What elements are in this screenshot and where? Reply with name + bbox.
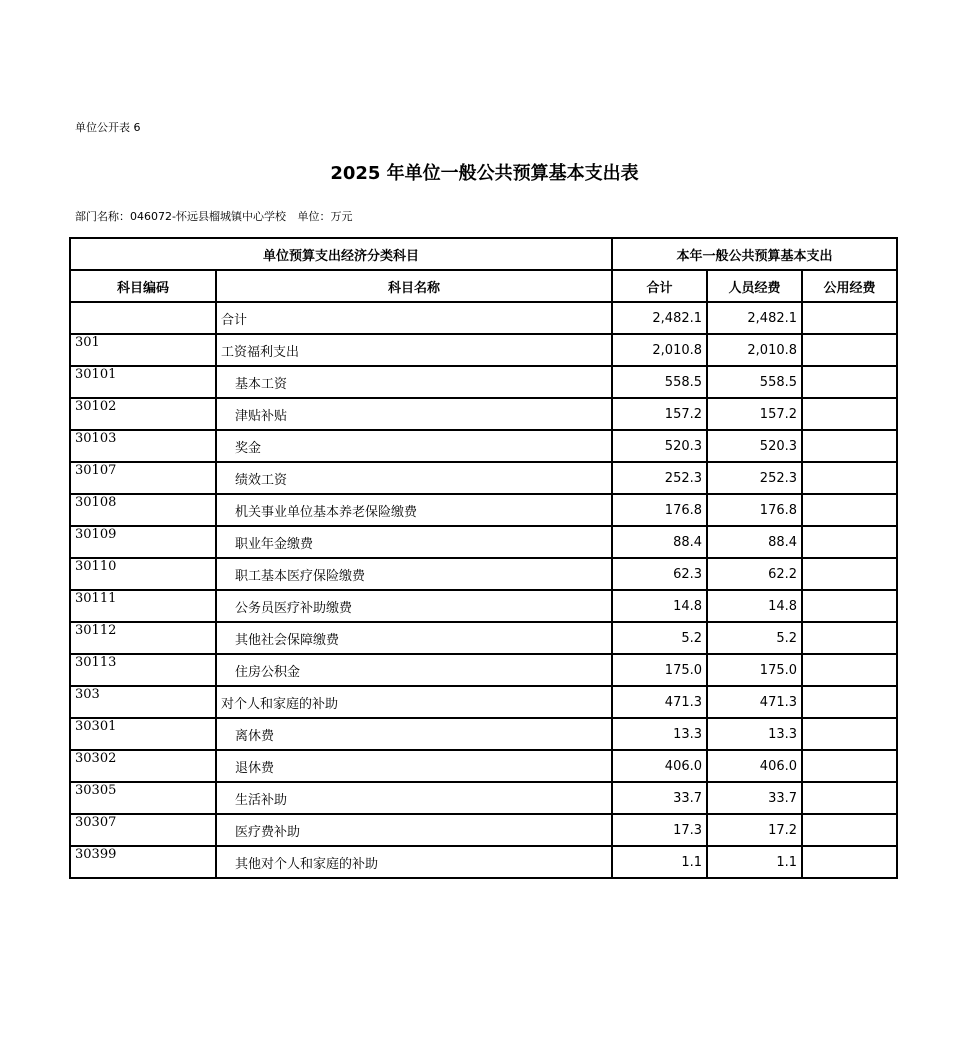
code-cell: 30112	[70, 622, 216, 654]
total-cell: 33.7	[612, 782, 707, 814]
code-cell: 30103	[70, 430, 216, 462]
personnel-cell: 33.7	[707, 782, 802, 814]
code-cell: 30101	[70, 366, 216, 398]
table-row	[70, 430, 897, 462]
total-cell: 471.3	[612, 686, 707, 718]
table-row	[70, 814, 897, 846]
personnel-cell: 62.2	[707, 558, 802, 590]
name-cell: 机关事业单位基本养老保险缴费	[216, 494, 612, 526]
code-cell: 30305	[70, 782, 216, 814]
name-cell: 其他社会保障缴费	[216, 622, 612, 654]
personnel-cell: 252.3	[707, 462, 802, 494]
name-cell: 住房公积金	[216, 654, 612, 686]
personnel-cell: 13.3	[707, 718, 802, 750]
total-cell: 157.2	[612, 398, 707, 430]
public-cell	[802, 590, 897, 622]
total-cell: 17.3	[612, 814, 707, 846]
table-row	[70, 590, 897, 622]
table-row	[70, 782, 897, 814]
total-cell: 176.8	[612, 494, 707, 526]
total-cell: 1.1	[612, 846, 707, 878]
public-cell	[802, 462, 897, 494]
name-cell: 其他对个人和家庭的补助	[216, 846, 612, 878]
total-column-header: 合计	[612, 270, 707, 302]
public-column-header: 公用经费	[802, 270, 897, 302]
total-cell: 175.0	[612, 654, 707, 686]
code-cell: 30111	[70, 590, 216, 622]
table-row	[70, 558, 897, 590]
total-cell: 13.3	[612, 718, 707, 750]
personnel-cell: 406.0	[707, 750, 802, 782]
name-cell: 离休费	[216, 718, 612, 750]
table-row	[70, 366, 897, 398]
public-cell	[802, 622, 897, 654]
personnel-cell: 14.8	[707, 590, 802, 622]
table-row	[70, 718, 897, 750]
public-cell	[802, 814, 897, 846]
code-cell: 30307	[70, 814, 216, 846]
total-cell: 62.3	[612, 558, 707, 590]
name-cell: 职业年金缴费	[216, 526, 612, 558]
table-row	[70, 302, 897, 334]
total-cell: 2,482.1	[612, 302, 707, 334]
name-column-header: 科目名称	[216, 270, 612, 302]
public-cell	[802, 366, 897, 398]
public-cell	[802, 654, 897, 686]
column-header-row	[70, 270, 897, 302]
table-row	[70, 654, 897, 686]
personnel-cell: 2,010.8	[707, 334, 802, 366]
name-cell: 基本工资	[216, 366, 612, 398]
public-cell	[802, 846, 897, 878]
code-cell: 30302	[70, 750, 216, 782]
name-cell: 医疗费补助	[216, 814, 612, 846]
personnel-cell: 176.8	[707, 494, 802, 526]
personnel-cell: 2,482.1	[707, 302, 802, 334]
table-row	[70, 334, 897, 366]
name-cell: 退休费	[216, 750, 612, 782]
code-cell: 30102	[70, 398, 216, 430]
code-cell: 30113	[70, 654, 216, 686]
personnel-cell: 471.3	[707, 686, 802, 718]
total-cell: 88.4	[612, 526, 707, 558]
personnel-cell: 175.0	[707, 654, 802, 686]
name-cell: 绩效工资	[216, 462, 612, 494]
table-row	[70, 494, 897, 526]
public-cell	[802, 398, 897, 430]
personnel-cell: 1.1	[707, 846, 802, 878]
code-cell: 301	[70, 334, 216, 366]
table-row	[70, 686, 897, 718]
total-cell: 406.0	[612, 750, 707, 782]
table-row	[70, 622, 897, 654]
total-cell: 2,010.8	[612, 334, 707, 366]
total-cell: 520.3	[612, 430, 707, 462]
classification-group-header: 单位预算支出经济分类科目	[70, 238, 612, 270]
name-cell: 对个人和家庭的补助	[216, 686, 612, 718]
public-cell	[802, 334, 897, 366]
public-cell	[802, 718, 897, 750]
name-cell: 工资福利支出	[216, 334, 612, 366]
public-cell	[802, 526, 897, 558]
unit-label: 单位：万元	[297, 210, 353, 223]
page-title: 2025 年单位一般公共预算基本支出表	[330, 163, 639, 184]
name-cell: 合计	[216, 302, 612, 334]
department-meta	[75, 209, 352, 225]
total-cell: 5.2	[612, 622, 707, 654]
table-row	[70, 462, 897, 494]
table-row	[70, 526, 897, 558]
name-cell: 公务员医疗补助缴费	[216, 590, 612, 622]
total-cell: 252.3	[612, 462, 707, 494]
name-cell: 生活补助	[216, 782, 612, 814]
table-row	[70, 750, 897, 782]
total-cell: 558.5	[612, 366, 707, 398]
public-cell	[802, 686, 897, 718]
code-cell: 303	[70, 686, 216, 718]
name-cell: 职工基本医疗保险缴费	[216, 558, 612, 590]
personnel-column-header: 人员经费	[707, 270, 802, 302]
budget-table	[69, 237, 898, 879]
code-cell: 30108	[70, 494, 216, 526]
public-cell	[802, 750, 897, 782]
code-cell: 30301	[70, 718, 216, 750]
budget-table-body	[70, 302, 897, 878]
code-cell: 30110	[70, 558, 216, 590]
public-cell	[802, 782, 897, 814]
department-name: 部门名称：046072-怀远县榴城镇中心学校	[75, 210, 286, 223]
name-cell: 津贴补贴	[216, 398, 612, 430]
public-cell	[802, 558, 897, 590]
public-cell	[802, 494, 897, 526]
code-cell: 30109	[70, 526, 216, 558]
personnel-cell: 88.4	[707, 526, 802, 558]
personnel-cell: 558.5	[707, 366, 802, 398]
public-cell	[802, 430, 897, 462]
table-label: 单位公开表 6	[75, 121, 141, 134]
code-column-header: 科目编码	[70, 270, 216, 302]
personnel-cell: 157.2	[707, 398, 802, 430]
table-row	[70, 398, 897, 430]
public-cell	[802, 302, 897, 334]
code-cell: 30399	[70, 846, 216, 878]
total-cell: 14.8	[612, 590, 707, 622]
personnel-cell: 17.2	[707, 814, 802, 846]
name-cell: 奖金	[216, 430, 612, 462]
table-row	[70, 846, 897, 878]
personnel-cell: 5.2	[707, 622, 802, 654]
code-cell: 30107	[70, 462, 216, 494]
code-cell	[70, 302, 216, 334]
personnel-cell: 520.3	[707, 430, 802, 462]
group-header-row	[70, 238, 897, 270]
expenditure-group-header: 本年一般公共预算基本支出	[612, 238, 897, 270]
